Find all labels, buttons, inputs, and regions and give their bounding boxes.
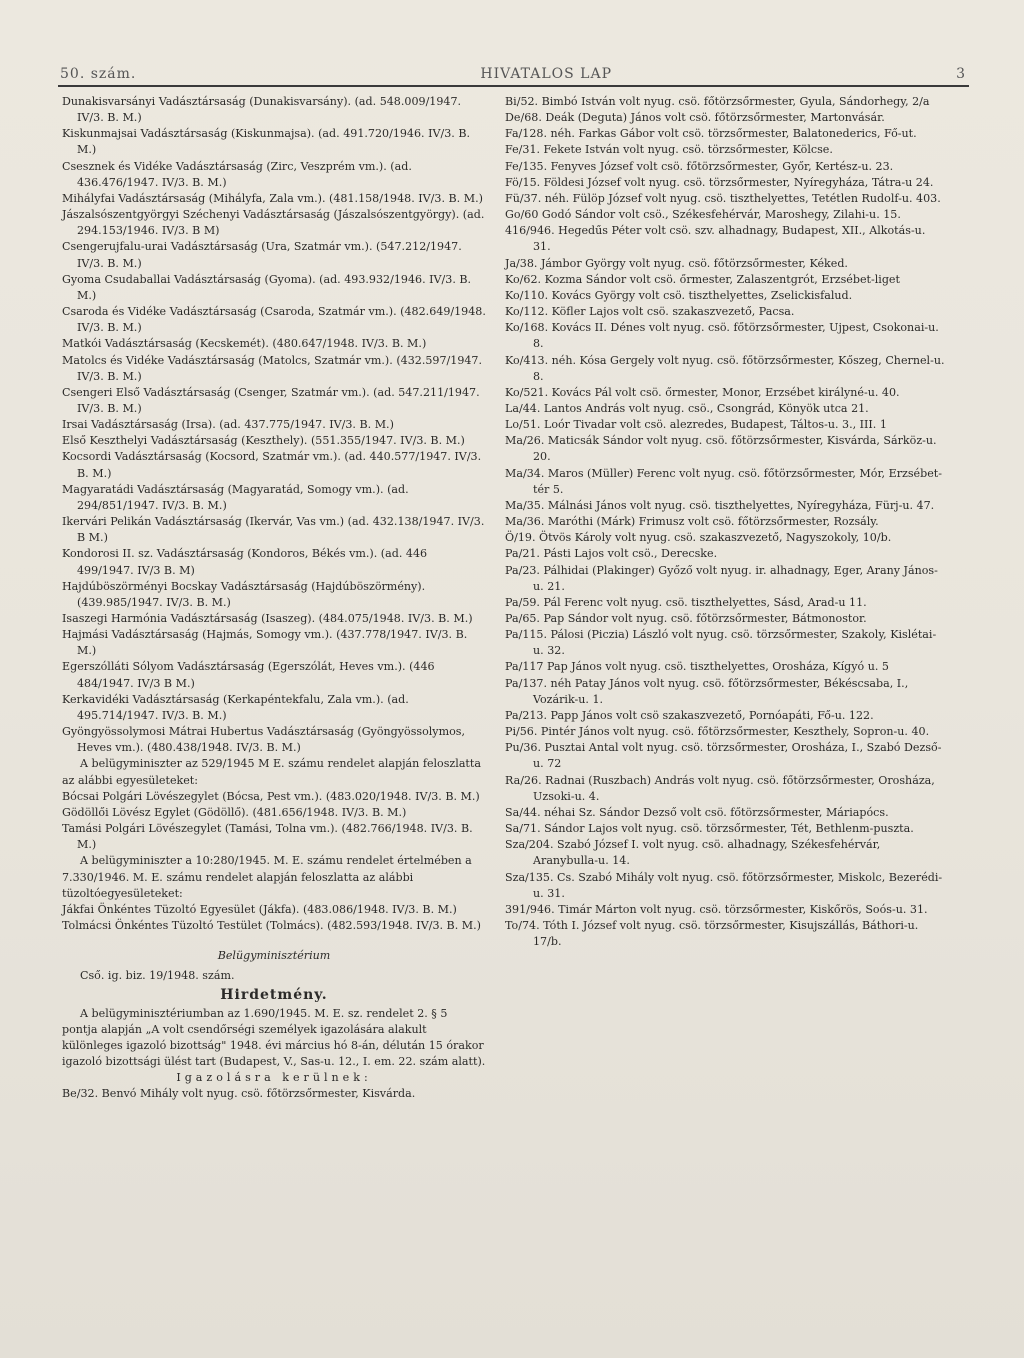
fire-brigade-list xyxy=(62,902,486,934)
association-entry: Kocsordi Vadásztársaság (Kocsord, Szatmár vm.). (ad. 440.577/1947. IV/3. B. M.) xyxy=(62,450,482,480)
spaced-heading: Igazolásra kerülnek: xyxy=(176,1071,372,1085)
club-entry: Gödöllői Lövész Egylet (Gödöllő). (481.656/1948. IV/3. B. M.) xyxy=(62,805,407,819)
decree-paragraph: A belügyminiszter az 529/1945 M E. számu rendelet alapján feloszlatta az alábbi egyesületeket: xyxy=(62,757,481,787)
hearing-entry: Go/60 Godó Sándor volt csö., Székesfehérvár, Maroshegy, Zilahi-u. 15. xyxy=(505,208,901,222)
association-entry: Csengerujfalu-urai Vadásztársaság (Ura, Szatmár vm.). (547.212/1947. IV/3. B. M.) xyxy=(62,240,462,270)
hearing-entry: Pu/36. Pusztai Antal volt nyug. csö. törzsőrmester, Orosháza, I., Szabó Dezső-u. 72 xyxy=(505,741,942,771)
hearing-entry: Pa/137. néh Patay János volt nyug. csö. főtörzsőrmester, Békéscsaba, I., Vozárik-u. 1. xyxy=(505,676,909,706)
association-entry: Egerszólláti Sólyom Vadásztársaság (Egerszólát, Heves vm.). (446 484/1947. IV/3 B M.) xyxy=(62,660,435,690)
association-entry: Magyaratádi Vadásztársaság (Magyaratád, Somogy vm.). (ad. 294/851/1947. IV/3. B. M.) xyxy=(62,482,409,512)
hearing-entry: Fe/135. Fenyves József volt csö. főtörzsőrmester, Győr, Kertész-u. 23. xyxy=(505,159,894,173)
hearing-list xyxy=(505,94,945,950)
hearing-entry: Pa/59. Pál Ferenc volt nyug. csö. tiszthelyettes, Sásd, Arad-u 11. xyxy=(505,595,867,609)
right-column xyxy=(505,94,945,950)
publication-title: HIVATALOS LAP xyxy=(480,66,612,82)
hearing-entry: Lo/51. Loór Tivadar volt csö. alezredes, Budapest, Táltos-u. 3., III. 1 xyxy=(505,418,887,432)
notice-text: A belügyminisztériumban az 1.690/1945. M. E. sz. rendelet 2. § 5 pontja alapján „A volt csendőrségi személyek igazolására alakult különleges igazoló bizottság" 1948. évi március hó 8-án, délután 15 órakor igazoló bizottsági ülést tart (Budapest, V., Sas-u. 12., I. em. 22. szám alatt). xyxy=(62,1006,486,1069)
hearing-entry: Ma/26. Maticsák Sándor volt nyug. csö. főtörzsőrmester, Kisvárda, Sárköz-u. 20. xyxy=(505,434,937,464)
association-entry: Jászalsószentgyörgyi Széchenyi Vadásztársaság (Jászalsószentgyörgy). (ad. 294.153/1946. IV/3. B M) xyxy=(62,208,485,238)
association-entry: Csaroda és Vidéke Vadásztársaság (Csaroda, Szatmár vm.). (482.649/1948. IV/3. B. M.) xyxy=(62,305,486,335)
hearing-entry: Ko/521. Kovács Pál volt csö. őrmester, Monor, Erzsébet királyné-u. 40. xyxy=(505,385,900,399)
hearing-entry: De/68. Deák (Deguta) János volt csö. főtörzsőrmester, Martonvásár. xyxy=(505,111,885,125)
hearing-entry: Fö/15. Földesi József volt nyug. csö. törzsőrmester, Nyíregyháza, Tátra-u 24. xyxy=(505,175,934,189)
hearing-entry: Ma/34. Maros (Müller) Ferenc volt nyug. csö. főtörzsőrmester, Mór, Erzsébet-tér 5. xyxy=(505,466,942,496)
hearing-entry: Pa/213. Papp János volt csö szakaszvezető, Pornóapáti, Fő-u. 122. xyxy=(505,708,874,722)
association-entry: Matolcs és Vidéke Vadásztársaság (Matolcs, Szatmár vm.). (432.597/1947. IV/3. B. M.) xyxy=(62,353,483,383)
hearing-entry: Pa/117 Pap János volt nyug. csö. tiszthelyettes, Orosháza, Kígyó u. 5 xyxy=(505,660,889,674)
club-entry: Tamási Polgári Lövészegylet (Tamási, Tolna vm.). (482.766/1948. IV/3. B. M.) xyxy=(62,822,473,852)
reference-number: Cső. ig. biz. 19/1948. szám. xyxy=(80,969,235,983)
page-header xyxy=(60,58,966,82)
hearing-entry: Ko/112. Köfler Lajos volt csö. szakaszvezető, Pacsa. xyxy=(505,305,795,319)
brigade-entry: Jákfai Önkéntes Tüzoltó Egyesület (Jákfa). (483.086/1948. IV/3. B. M.) xyxy=(62,902,457,916)
hearing-entry: Bi/52. Bimbó István volt nyug. csö. főtörzsőrmester, Gyula, Sándorhegy, 2/a xyxy=(505,95,930,108)
notice-title: Hirdetmény. xyxy=(220,987,328,1004)
hearing-entry: Sa/44. néhai Sz. Sándor Dezső volt csö. főtörzsőrmester, Máriapócs. xyxy=(505,805,889,819)
hearing-entry: Sza/204. Szabó József I. volt nyug. csö. alhadnagy, Székesfehérvár, Aranybulla-u. 14. xyxy=(505,838,881,868)
hearing-entry: Ko/62. Kozma Sándor volt csö. őrmester, Zalaszentgrót, Erzsébet-liget xyxy=(505,272,900,286)
hearing-entry: Pa/23. Pálhidai (Plakinger) Győző volt nyug. ir. alhadnagy, Eger, Arany János-u. 21. xyxy=(505,563,938,593)
hearing-entry: La/44. Lantos András volt nyug. csö., Csongrád, Könyök utca 21. xyxy=(505,401,869,415)
association-entry: Gyoma Csudaballai Vadásztársaság (Gyoma). (ad. 493.932/1946. IV/3. B. M.) xyxy=(62,272,472,302)
hearing-entry: Ma/36. Maróthi (Márk) Frimusz volt csö. főtörzsőrmester, Rozsály. xyxy=(505,515,879,529)
association-entry: Csengeri Első Vadásztársaság (Csenger, Szatmár vm.). (ad. 547.211/1947. IV/3. B. M.) xyxy=(62,385,480,415)
hearing-entry: Sa/71. Sándor Lajos volt nyug. csö. törzsőrmester, Tét, Bethlenm-puszta. xyxy=(505,822,914,836)
page-number: 3 xyxy=(956,66,966,82)
association-entry: Kondorosi II. sz. Vadásztársaság (Kondoros, Békés vm.). (ad. 446 499/1947. IV/3 B. M) xyxy=(62,547,428,577)
association-entry: Dunakisvarsányi Vadásztársaság (Dunakisvarsány). (ad. 548.009/1947. IV/3. B. M.) xyxy=(62,95,462,125)
association-entry: Kiskunmajsai Vadásztársaság (Kiskunmajsa). (ad. 491.720/1946. IV/3. B. M.) xyxy=(62,127,471,157)
decree-paragraph-2: A belügyminiszter a 10:280/1945. M. E. számu rendelet értelmében a 7.330/1946. M. E. számu rendelet alapján feloszlatta az alábbi tüzoltóegyesületeket: xyxy=(62,854,472,900)
hearing-entry: Pa/115. Pálosi (Piczia) László volt nyug. csö. törzsőrmester, Szakoly, Kislétai-u. 32. xyxy=(505,628,937,658)
shooting-club-list xyxy=(62,789,486,854)
association-entry: Gyöngyössolymosi Mátrai Hubertus Vadásztársaság (Gyöngyössolymos, Heves vm.). (480.438/1948. IV/3. B. M.) xyxy=(62,725,465,755)
association-entry: Hajdúböszörményi Bocskay Vadásztársaság (Hajdúböszörmény). (439.985/1947. IV/3. B. M.) xyxy=(62,579,426,609)
brigade-entry: Tolmácsi Önkéntes Tüzoltó Testület (Tolmács). (482.593/1948. IV/3. B. M.) xyxy=(62,918,481,932)
hearing-entry: Pa/21. Pásti Lajos volt csö., Derecske. xyxy=(505,547,718,561)
hearing-entry: Pi/56. Pintér János volt nyug. csö. főtörzsőrmester, Keszthely, Sopron-u. 40. xyxy=(505,725,930,739)
hearing-entry: 416/946. Hegedűs Péter volt csö. szv. alhadnagy, Budapest, XII., Alkotás-u. 31. xyxy=(505,224,926,254)
association-list xyxy=(62,94,486,756)
hearing-entry: Fa/128. néh. Farkas Gábor volt csö. törzsőrmester, Balatonederics, Fő-ut. xyxy=(505,127,917,141)
hearing-entry: Sza/135. Cs. Szabó Mihály volt nyug. csö. főtörzsőrmester, Miskolc, Bezerédi-u. 31. xyxy=(505,870,943,900)
hearing-entry: Ra/26. Radnai (Ruszbach) András volt nyug. csö. főtörzsőrmester, Orosháza, Uzsoki-u. 4. xyxy=(505,773,935,803)
hearing-entry: Ko/168. Kovács II. Dénes volt nyug. csö. főtörzsőrmester, Ujpest, Csokonai-u. 8. xyxy=(505,321,939,351)
club-entry: Bócsai Polgári Lövészegylet (Bócsa, Pest vm.). (483.020/1948. IV/3. B. M.) xyxy=(62,789,480,803)
hearing-entry: 391/946. Timár Márton volt nyug. csö. törzsőrmester, Kiskőrös, Soós-u. 31. xyxy=(505,902,928,916)
association-entry: Csesznek és Vidéke Vadásztársaság (Zirc, Veszprém vm.). (ad. 436.476/1947. IV/3. B. M.) xyxy=(62,159,412,189)
hearing-entry: Ko/110. Kovács György volt csö. tiszthelyettes, Zselickisfalud. xyxy=(505,288,853,302)
association-entry: Isaszegi Harmónia Vadásztársaság (Isaszeg). (484.075/1948. IV/3. B. M.) xyxy=(62,612,473,625)
association-entry: Matkói Vadásztársaság (Kecskemét). (480.647/1948. IV/3. B. M.) xyxy=(62,337,427,351)
hearing-entry: Ö/19. Ötvös Károly volt nyug. csö. szakaszvezető, Nagyszokoly, 10/b. xyxy=(505,531,892,545)
left-column xyxy=(62,94,486,1103)
hearing-entry: Ja/38. Jámbor György volt nyug. csö. főtörzsőrmester, Kéked. xyxy=(505,256,848,270)
association-entry: Ikervári Pelikán Vadásztársaság (Ikervár, Vas vm.) (ad. 432.138/1947. IV/3. B M.) xyxy=(62,515,485,545)
hearing-entry: Be/32. Benvó Mihály volt nyug. csö. főtörzsőrmester, Kisvárda. xyxy=(62,1087,416,1101)
hearing-entry: Fü/37. néh. Fülöp József volt nyug. csö. tiszthelyettes, Tetétlen Rudolf-u. 403. xyxy=(505,191,941,205)
header-rule xyxy=(58,85,969,87)
hearing-entry: To/74. Tóth I. József volt nyug. csö. törzsőrmester, Kisujszállás, Báthori-u. 17/b. xyxy=(505,918,919,949)
association-entry: Irsai Vadásztársaság (Irsa). (ad. 437.775/1947. IV/3. B. M.) xyxy=(62,418,394,432)
association-entry: Első Keszthelyi Vadásztársaság (Keszthely). (551.355/1947. IV/3. B. M.) xyxy=(62,434,465,448)
issue-number: 50. szám. xyxy=(60,66,137,82)
hearing-entry: Pa/65. Pap Sándor volt nyug. csö. főtörzsőrmester, Bátmonostor. xyxy=(505,612,867,625)
hearing-entry: Ko/413. néh. Kósa Gergely volt nyug. csö. főtörzsőrmester, Kőszeg, Chernel-u. 8. xyxy=(505,353,945,383)
ministry-name: Belügyminisztérium xyxy=(217,949,331,963)
association-entry: Kerkavidéki Vadásztársaság (Kerkapéntekfalu, Zala vm.). (ad. 495.714/1947. IV/3. B. M.) xyxy=(62,692,409,722)
hearing-entry: Fe/31. Fekete István volt nyug. csö. törzsőrmester, Kölcse. xyxy=(505,143,833,157)
association-entry: Mihályfai Vadásztársaság (Mihályfa, Zala vm.). (481.158/1948. IV/3. B. M.) xyxy=(62,191,483,205)
hearing-entry: Ma/35. Málnási János volt nyug. csö. tiszthelyettes, Nyíregyháza, Fürj-u. 47. xyxy=(505,498,935,512)
association-entry: Hajmási Vadásztársaság (Hajmás, Somogy vm.). (437.778/1947. IV/3. B. M.) xyxy=(62,628,468,658)
